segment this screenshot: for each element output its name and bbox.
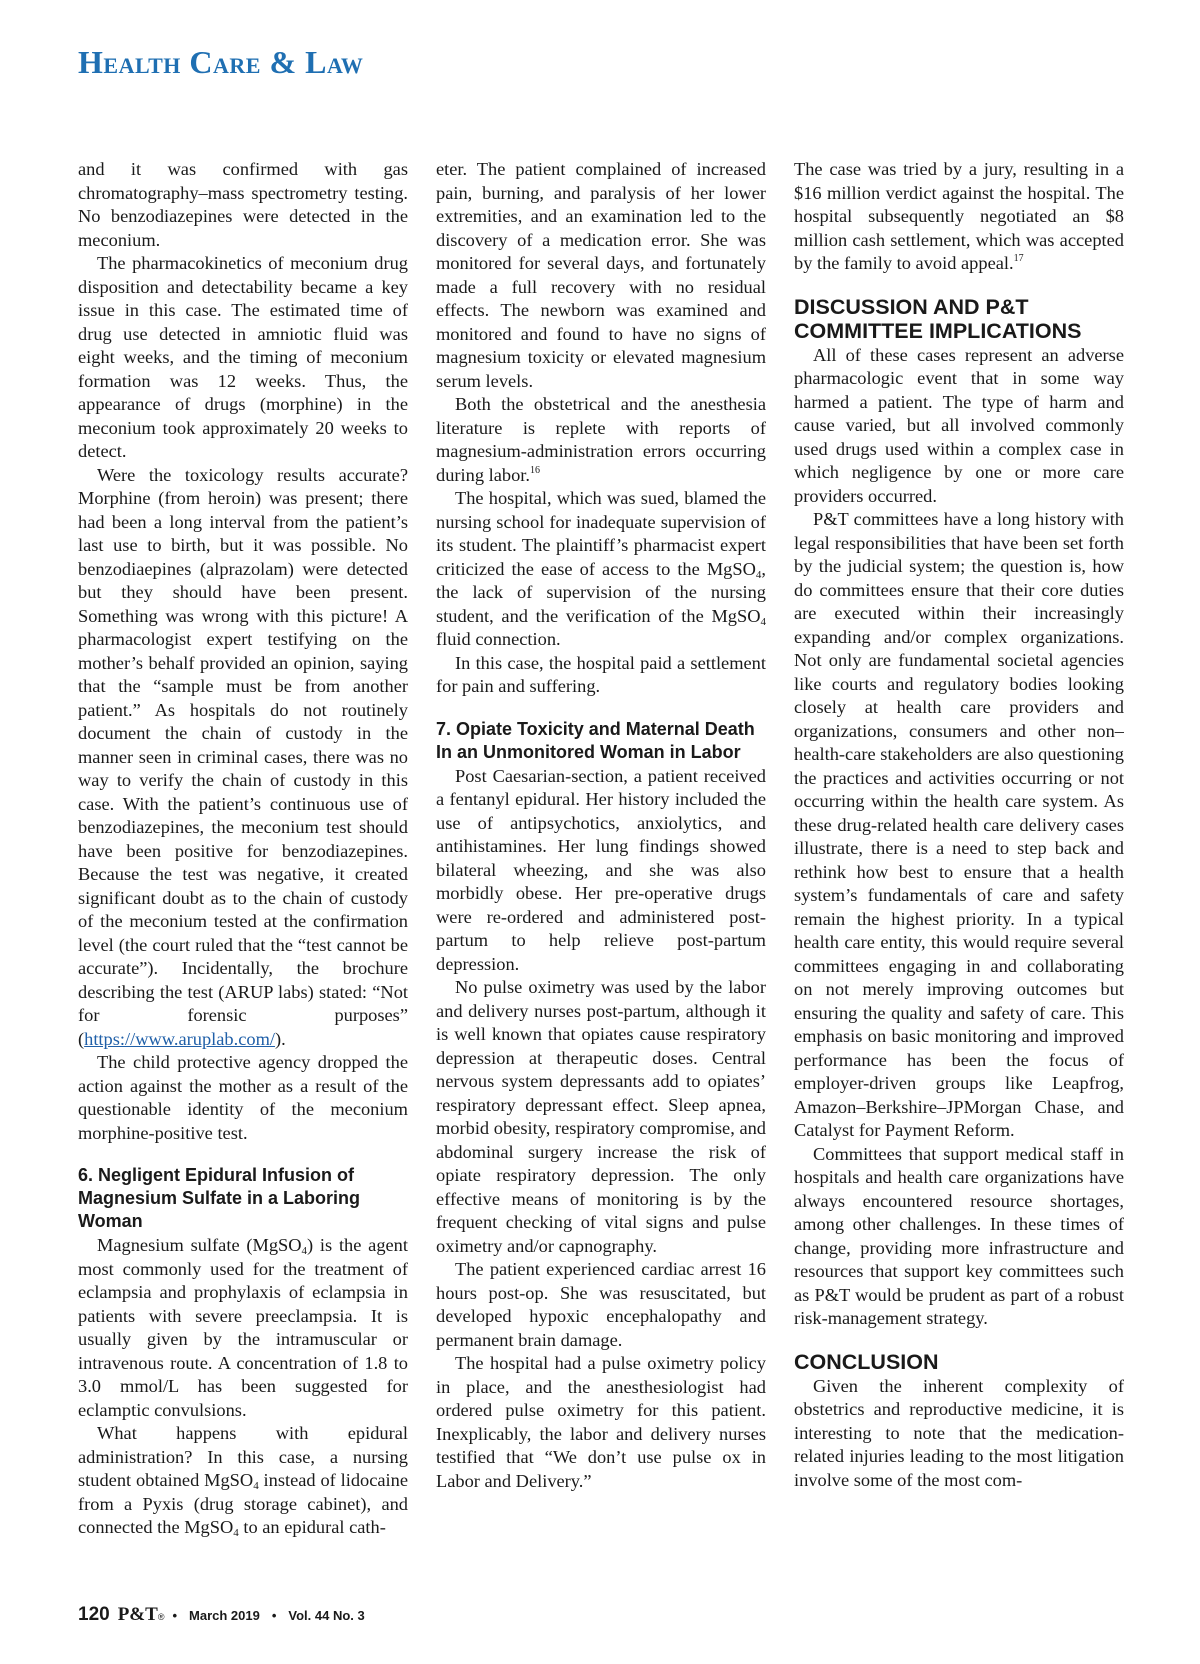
paragraph: All of these cases represent an adverse pharmacologic event that in some way harmed a patient. The type of harm and cause varied, but all involved commonly used drugs used within a complex case in which negligence by one or more care providers occurred.: [794, 344, 1124, 506]
discussion-heading: DISCUSSION AND P&T COMMITTEE IMPLICATIONS: [794, 294, 1082, 343]
section-title: Health Care & Law: [78, 44, 364, 80]
reference-marker: 17: [1013, 253, 1024, 264]
paragraph: and it was confirmed with gas chromatography–mass spectrometry testing. No benzodiazepines were detected in the meconium.: [78, 159, 408, 250]
paragraph: The pharmacokinetics of meconium drug disposition and detectability became a key issue in this case. The estimated time of drug use detected in amniotic fluid was eight weeks, and the timing of meconium formation was 12 weeks. Thus, the appearance of drugs (morphine) in the meconium took approximately 20 weeks to detect.: [78, 253, 408, 461]
case-6-heading: 6. Negligent Epidural Infusion of Magnesium Sulfate in a Laboring Woman: [78, 1165, 361, 1231]
separator: •: [271, 1608, 277, 1623]
paragraph: Given the inherent complexity of obstetrics and reproductive medicine, it is interesting to note that the medication-related injuries leading to the most litigation involve some of the most com-: [794, 1375, 1124, 1490]
case-7-heading: 7. Opiate Toxicity and Maternal Death In an Unmonitored Woman in Labor: [436, 718, 755, 762]
volume-info: Vol. 44 No. 3: [288, 1608, 365, 1623]
paragraph: No pulse oximetry was used by the labor and delivery nurses post-partum, although it is well known that opiates cause respiratory depression at therapeutic doses. Central nervous system depressants add to opiates’ respiratory depressant effect. Sleep apnea, morbid obesity, respiratory compromise, and abdominal surgery increase the risk of opiate respiratory depression. The only effective means of monitoring is by the frequent checking of vital signs and pulse oximetry and/or capnography.: [436, 977, 766, 1256]
conclusion-heading: CONCLUSION: [794, 1349, 939, 1374]
column-2: [436, 158, 766, 1548]
reference-marker: 16: [529, 464, 540, 476]
issue-date: March 2019: [189, 1608, 260, 1623]
paragraph: What happens with epidural administration? In this case, a nursing student obtained MgSO$_4$ instead of lidocaine from a Pyxis (drug storage cabinet), and connected the MgSO$_4$ to an epidural cath-: [78, 1423, 408, 1539]
page-number: 120: [78, 1604, 110, 1625]
paragraph: eter. The patient complained of increased pain, burning, and paralysis of her lower extremities, and an examination led to the discovery of a medication error. She was monitored for several days, and fortunately made a full recovery with no residual effects. The newborn was examined and monitored and found to have no signs of magnesium toxicity or elevated magnesium serum levels.: [436, 159, 766, 391]
aruplab-link[interactable]: https://www.aruplab.com/: [84, 1028, 275, 1049]
registered-mark: ®: [157, 1612, 165, 1622]
paragraph: The patient experienced cardiac arrest 16 hours post-op. She was resuscitated, but developed hypoxic encephalopathy and permanent brain damage.: [436, 1259, 766, 1350]
paragraph: Both the obstetrical and the anesthesia literature is replete with reports of magnesium-administration errors occurring during labor.$^{16}$: [436, 394, 766, 485]
paragraph: P&T committees have a long history with legal responsibilities that have been set forth by the judicial system; the question is, how do committees ensure that their core duties are executed within their increasingly expanding and/or complex organizations. Not only are fundamental societal agencies like courts and regulatory bodies looking closely at health care providers and organizations, consumers and other non–health-care stakeholders are also questioning the practices and activities occurring or not occurring within the health care system. As these drug-related health care delivery cases illustrate, there is a need to step back and rethink how best to ensure that a health system’s fundamentals of care and safety remain the highest priority. In a typical health care entity, this would require several committees engaging in and collaborating on not merely improving outcomes but ensuring the quality and safety of care. This emphasis on basic monitoring and improved performance has been the focus of employer-driven groups like Leapfrog, Amazon–Berkshire–JPMorgan Chase, and Catalyst for Payment Reform.: [794, 509, 1124, 1140]
paragraph: The hospital had a pulse oximetry policy in place, and the anesthesiologist had ordered pulse oximetry for this patient. Inexplicably, the labor and delivery nurses testified that “We don’t use pulse ox in Labor and Delivery.”: [436, 1353, 766, 1491]
journal-name: P&T: [117, 1604, 158, 1625]
paragraph: The case was tried by a jury, resulting in a $16 million verdict against the hospital. The hospital subsequently negotiated an $8 million cash settlement, which was accepted by the family to avoid appeal.$^{17}$: [794, 159, 1124, 273]
paragraph: In this case, the hospital paid a settlement for pain and suffering.: [436, 652, 766, 696]
paragraph: Post Caesarian-section, a patient received a fentanyl epidural. Her history included the use of antipsychotics, anxiolytics, and antihistamines. Her lung findings showed bilateral wheezing, and she was also morbidly obese. Her pre-operative drugs were re-ordered and administered post-partum to help relieve post-partum depression.: [436, 765, 766, 974]
page-footer: [78, 1604, 365, 1626]
separator: •: [172, 1608, 178, 1623]
paragraph: Were the toxicology results accurate? Morphine (from heroin) was present; there had been a long interval from the patient’s last use to birth, but it was possible. No benzodiaepines (alprazolam) were detected but they should have been present. Something was wrong with this picture! A pharmacologist expert testifying on the mother’s behalf provided an opinion, saying that the “sample must be from another patient.” As hospitals do not routinely document the chain of custody in the manner seen in criminal cases, there was no way to verify the chain of custody in this case. With the patient’s continuous use of benzodiazepines, the meconium test should have been positive for benzodiazepines. Because the test was negative, it created significant doubt as to the chain of custody of the meconium tested at the confirmation level (the court ruled that the “test cannot be accurate”). Incidentally, the brochure describing the test (ARUP labs) stated: “Not for forensic purposes” (https://www.aruplab.com/).: [78, 464, 408, 1049]
column-1: [78, 158, 408, 1548]
paragraph: The child protective agency dropped the action against the mother as a result of the questionable identity of the meconium morphine-positive test.: [78, 1052, 408, 1143]
paragraph: Magnesium sulfate (MgSO$_4$) is the agent most commonly used for the treatment of eclampsia and prophylaxis of eclampsia in patients with severe preeclampsia. It is usually given by the intramuscular or intravenous route. A concentration of 1.8 to 3.0 mmol/L has been suggested for eclamptic convulsions.: [78, 1235, 408, 1420]
column-3: [794, 158, 1124, 1548]
paragraph: Committees that support medical staff in hospitals and health care organizations have always encountered resource shortages, among other challenges. In these times of change, providing more infrastructure and resources that support key committees such as P&T would be prudent as part of a robust risk-management strategy.: [794, 1143, 1124, 1328]
paragraph: The hospital, which was sued, blamed the nursing school for inadequate supervision of its student. The plaintiff’s pharmacist expert criticized the ease of access to the MgSO$_4$, the lack of supervision of the nursing student, and the verification of the MgSO$_4$ fluid connection.: [436, 488, 766, 649]
